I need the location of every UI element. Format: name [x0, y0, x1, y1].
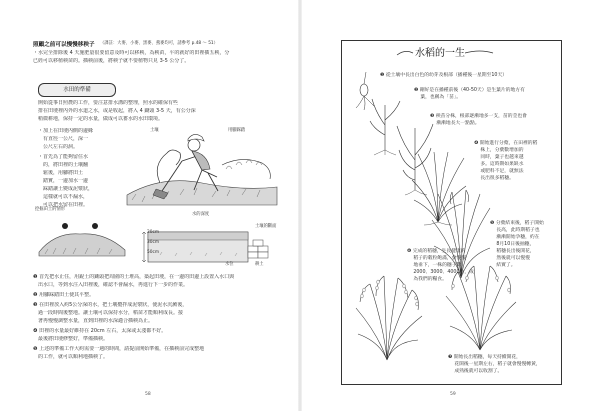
fig-label-20cm: 20cm: [147, 230, 160, 235]
stage-7-caption-2: 花開後一星期左右，稻子就會慢慢轉黃，: [448, 362, 541, 367]
stage-1-caption: ❶ 從土壤中長出白色的幼芽及根部（播種後一星期至10天）: [380, 73, 508, 78]
stage-7-caption-1: ❼ 開始長出稻穗，每天持續開花，: [448, 355, 521, 360]
stage-4-caption-6: 長出很多稻穗。: [474, 176, 514, 181]
bullet-8: 踩踏讓土變成泥漿狀，: [38, 186, 94, 192]
bullet-5: 的，將田裡的土壤翻: [38, 162, 89, 168]
bullet-10: 可以把水留在田裡。: [38, 202, 89, 208]
step-line-5: 過一段時間後整地。讓土壤可以保持水分，稻苗才能順利成長。接: [33, 310, 184, 316]
body-top-1: 開始從事日照農的工作，要注意排水溝的整理，照水的確保有些: [38, 100, 179, 106]
ripening-stage-6: [350, 268, 425, 363]
stage-5-caption-5: 稻穗長出後開花，: [490, 249, 535, 254]
stage-4-caption-2: 株上，分蘖數增加的: [474, 148, 524, 153]
bullet-7: 踏實，一邊加水一邊: [38, 178, 89, 184]
stage-6-caption-3: 地垂下，一株的穗子數: [407, 263, 462, 268]
body-top-2: 排在田埂裡內外的水道之水，或是收起，將入 4 鋤頭 3-5 天，有公分深: [38, 108, 196, 114]
fig-label-digging: 挖掘田土的情形: [35, 207, 66, 212]
stage-5-caption-4: 8月10日後抽穗，: [490, 242, 535, 247]
stage-4-caption-5: 或肥料不足，就無法: [474, 169, 524, 174]
body-top-3: 稍微耕地，保持一定的水量，做成可以蓄水的水田環境。: [38, 116, 164, 122]
intro-line-2: 已經可以移植秧苗的。插秧前後，將秧子就不要植物只見 3-5 公分了。: [33, 58, 190, 64]
stage-5-caption-3: 漸漸開始孕穗，約在: [490, 235, 540, 240]
bullet-1: ・加上在田埂內側的邊緣: [38, 128, 94, 134]
step-line-6: 著再慢慢調整水量，直到田裡的水深適合插秧為止。: [33, 318, 154, 324]
stage-5-caption-2: 長高，此時期稻子也: [490, 228, 540, 233]
step-line-10: 的工作，就可以順利地插秧了。: [33, 354, 109, 360]
fig-label-depth: 水的深度: [192, 212, 210, 217]
bullet-6: 鬆後，用腳將田土: [38, 170, 84, 176]
book-gutter: [298, 0, 302, 411]
stage-5-caption-1: ❺ 分蘖結束後，稻子開始: [490, 221, 544, 226]
bullet-4: ・首先為了能夠留住水: [38, 154, 89, 160]
bullet-2: 有直徑一公尺，深一: [38, 136, 89, 142]
fig-label-section: 土壤的斷面: [255, 224, 277, 229]
step-line-2: 出水口，等到水注入田裡後，確認不會漏水，再進行下一步的作業。: [33, 282, 189, 288]
step-line-4: ❸ 在田裡放入約5公分深的水，把土壤攪拌成泥漿狀，使泥水沉澱後，: [33, 302, 188, 308]
stage-3-caption-1: ❸ 秧苗分株，根部逐漸地多一支，苗的莖也會: [430, 114, 527, 119]
mature-stage-7: [440, 262, 520, 352]
intro-line-1: ・水完全排除後 4 天施肥量很要留意及時可以移秧，為秧苗，平的就好的田裡插五秧，分: [33, 50, 230, 56]
step-line-7: ❹ 田裡的水量最好維持在 20cm 左右，太深或太淺都不好。: [33, 328, 167, 334]
stage-6-caption-4: 2000、3000、4000粒，成: [407, 270, 474, 275]
step-line-1: ❶ 首先把水止住，用銳土的鋤頭把周圍的土堆高，築起田埂，在一邊的田邊上設置入水口與: [33, 274, 235, 280]
step-line-3: ❷ 用腳踩踏田土使其平整。: [33, 292, 95, 298]
stage-7-caption-3: 成熟後就可以收割了。: [448, 369, 503, 374]
step-line-9: ❺ 上述的準備工作大約需要一週的時間，請提前開始準備，在插秧前完成整地: [33, 346, 205, 352]
bullet-3: 公尺左右的洞。: [38, 144, 79, 150]
fig-label-topsoil: 耕土: [255, 262, 264, 267]
title-swash: [395, 47, 495, 59]
stage-2-caption-2: 葉，也稱為「苗」。: [414, 95, 462, 100]
right-page-number: 59: [450, 392, 456, 397]
fig-label-tread: 用腳踩踏: [228, 128, 246, 133]
stage-2-caption-1: ❷ 剛好是在播種前後（40-50天）是生葉片的地方有: [414, 88, 525, 93]
stage-4-caption-3: 同時，葉子也越來越: [474, 155, 524, 160]
stage-6-caption-2: 稻子的穀粒飽滿，會慢慢: [407, 256, 467, 261]
stage-6-caption-1: ❻ 完成的稻穗，生長健康的: [407, 249, 466, 254]
fig-label-50cm: 50cm: [147, 250, 160, 255]
left-page-number: 58: [145, 392, 151, 397]
stage-5-caption-6: 然後就可以慢慢: [490, 256, 530, 261]
fig-label-30cm: 30cm: [147, 240, 160, 245]
digging-illustration: [122, 125, 282, 210]
stage-4-caption-4: 多。這時期如果缺水: [474, 162, 524, 167]
left-heading: 照顧之前可以慢慢移秧子: [33, 42, 95, 48]
stage-5-caption-7: 結實了。: [490, 263, 516, 268]
cross-section-diagram: [140, 210, 280, 270]
fig-label-water-level: 水位: [225, 262, 234, 267]
left-heading-note: （課註：大麥、小麥、黑麥、燕麥均可，請參考 p.48 ～ 51）: [100, 41, 218, 46]
mound-illustration: [35, 212, 130, 260]
bullet-9: 這樣就可以不漏水，: [38, 194, 89, 200]
fig-label-soil: 土壤: [150, 128, 159, 133]
stage-6-caption-5: 為我們的糧食。: [407, 277, 447, 282]
stage-4-caption-1: ❹ 開始進行分蘖，在田裡的稻: [474, 141, 538, 146]
lifecycle-title: 水稻的一生: [415, 48, 465, 59]
section-label: 水田的準備: [38, 83, 116, 97]
stage-3-caption-2: 漸漸地長大一點點。: [430, 121, 480, 126]
step-line-8: 最後將田埂修整好，準備插秧。: [33, 336, 109, 342]
